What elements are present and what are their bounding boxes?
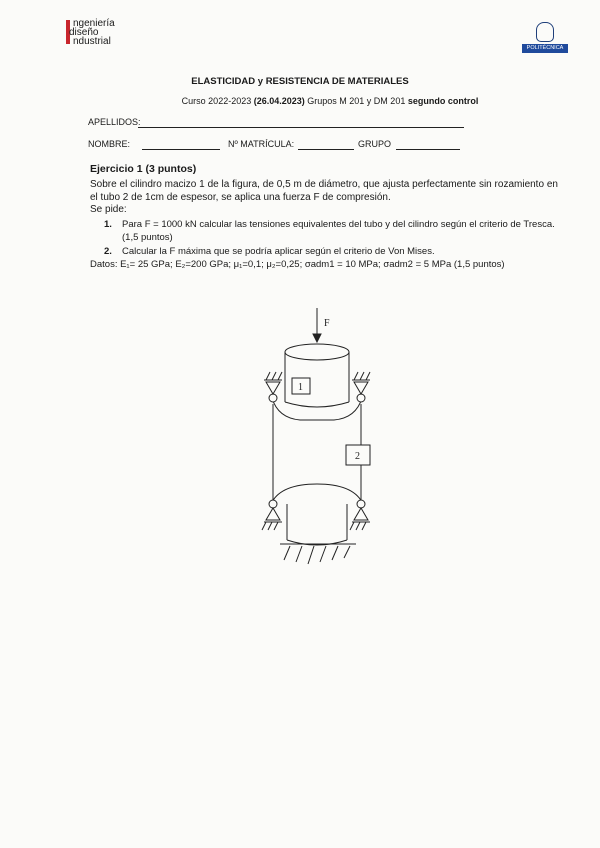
part-1-label: 1 <box>298 382 303 393</box>
politecnica-logo <box>522 22 568 56</box>
support-top-left <box>266 382 280 394</box>
politecnica-band: POLITÉCNICA <box>522 44 568 53</box>
pin-bottom-right <box>357 500 365 508</box>
item-text: Para F = 1000 kN calcular las tensiones equivalentes del tubo y del cilindro según el criterio de Tresca. (1,5 puntos) <box>122 219 555 243</box>
list-item <box>104 245 564 258</box>
support-top-right <box>354 382 368 394</box>
nombre-field[interactable] <box>142 149 220 150</box>
course-info <box>120 96 540 106</box>
matricula-label: Nº MATRÍCULA: <box>228 139 295 149</box>
force-label: F <box>324 318 330 329</box>
nombre-label: NOMBRE: <box>88 139 131 149</box>
force-arrow-head <box>313 334 321 342</box>
pin-top-left <box>269 394 277 402</box>
course-date: (26.04.2023) <box>253 96 305 106</box>
cylinder-bottom-curve <box>285 402 349 407</box>
course-groups: Grupos M 201 y DM 201 <box>304 96 408 106</box>
exercise-title: Ejercicio 1 (3 puntos) <box>90 163 197 175</box>
seal-icon <box>536 22 554 42</box>
part-2-label: 2 <box>355 451 360 462</box>
logo-line-3: ndustrial <box>73 36 111 47</box>
grupo-field[interactable] <box>396 149 460 150</box>
apellidos-field[interactable] <box>138 127 464 128</box>
cylinder-top-ellipse <box>285 344 349 360</box>
grupo-label: GRUPO <box>358 139 392 149</box>
matricula-field[interactable] <box>298 149 354 150</box>
item-text: Calcular la F máxima que se podría aplicar según el criterio de Von Mises. <box>122 246 435 257</box>
logo-line-1: ngeniería <box>73 18 115 29</box>
course-prefix: Curso 2022-2023 <box>181 96 254 106</box>
logo-line-2: diseño <box>69 27 99 38</box>
tube-bottom-flange <box>272 484 362 502</box>
ingenieria-diseno-industrial-logo <box>66 18 136 48</box>
pin-bottom-left <box>269 500 277 508</box>
exercise-ask: Se pide: <box>90 204 127 215</box>
support-bottom-left <box>266 508 280 520</box>
item-number: 1. <box>104 219 112 230</box>
document-title: ELASTICIDAD y RESISTENCIA DE MATERIALES <box>191 76 409 87</box>
apellidos-label: APELLIDOS: <box>88 117 141 127</box>
exercise-data: Datos: E₁= 25 GPa; E₂=200 GPa; μ₁=0,1; μ₂=0,25; σadm1 = 10 MPa; σadm2 = 5 MPa (1,5 puntos) <box>90 259 505 270</box>
exercise-statement: Sobre el cilindro macizo 1 de la figura, de 0,5 m de diámetro, que ajusta perfectamente sin rozamiento en el tubo 2 de 1cm de espesor, se aplica una fuerza F de compresión. <box>90 179 558 203</box>
pin-top-right <box>357 394 365 402</box>
list-item <box>104 218 564 244</box>
item-number: 2. <box>104 246 112 257</box>
course-control: segundo control <box>407 96 479 106</box>
support-bottom-right <box>354 508 368 520</box>
cylinder-tube-diagram <box>250 300 390 570</box>
